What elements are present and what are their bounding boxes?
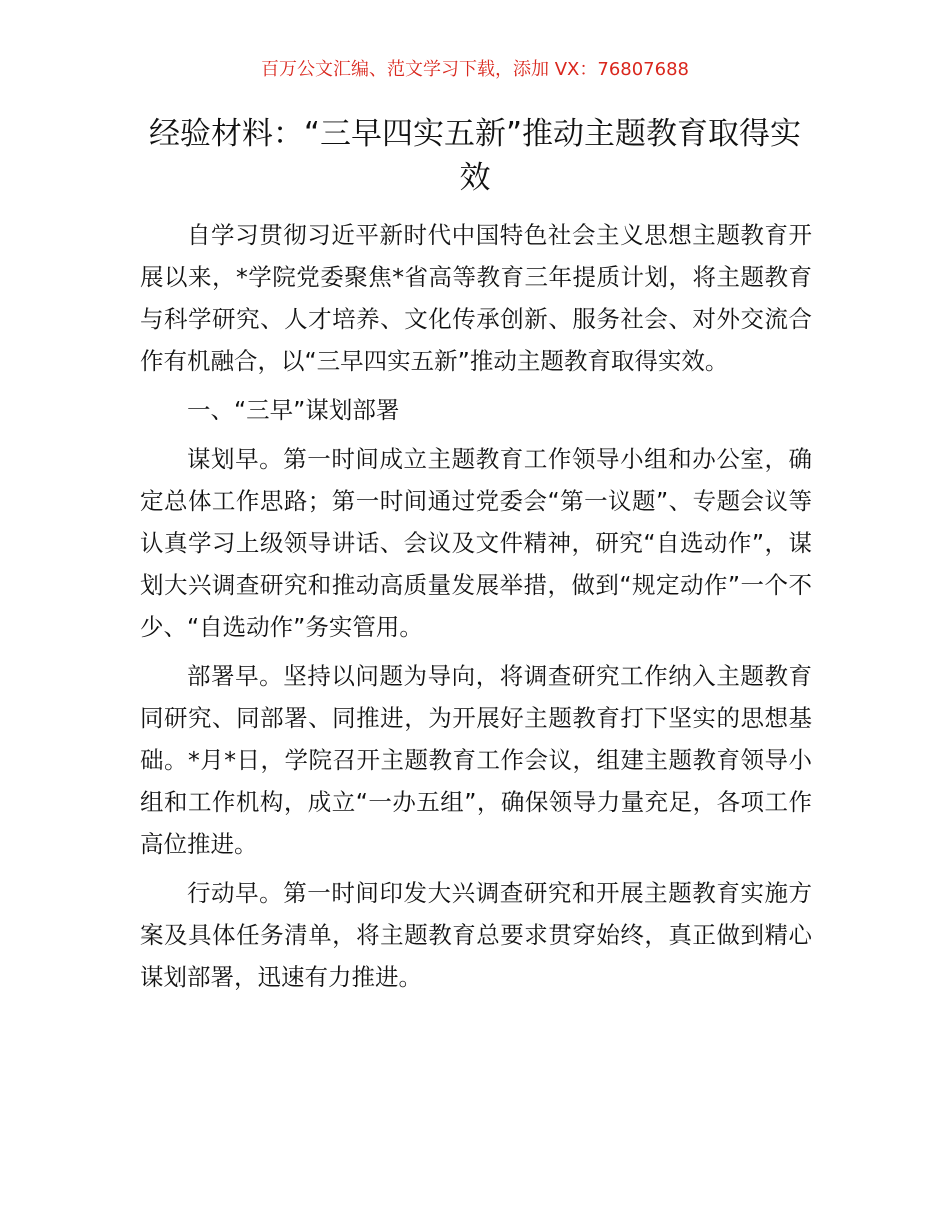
page-title: 经验材料：“三早四实五新”推动主题教育取得实效 xyxy=(148,116,802,196)
watermark-header: 百万公文汇编、范文学习下载，添加 VX：76807688 xyxy=(261,59,689,80)
section-heading: 一、“三早”谋划部署 xyxy=(187,396,400,424)
paragraph-planning: 谋划早。第一时间成立主题教育工作领导小组和办公室，确定总体工作思路；第一时间通过党委会“第一议题”、专题会议等认真学习上级领导讲话、会议及文件精神，研究“自选动作”，谋划大兴调查研究和推动高质量发展举措，做到“规定动作”一个不少、“自选动作”务实管用。 xyxy=(140,445,812,641)
document-body xyxy=(140,214,812,1005)
intro-paragraph: 自学习贯彻习近平新时代中国特色社会主义思想主题教育开展以来，*学院党委聚焦*省高等教育三年提质计划，将主题教育与科学研究、人才培养、文化传承创新、服务社会、对外交流合作有机融合，以“三早四实五新”推动主题教育取得实效。 xyxy=(140,221,812,375)
paragraph-action: 行动早。第一时间印发大兴调查研究和开展主题教育实施方案及具体任务清单，将主题教育总要求贯穿始终，真正做到精心谋划部署，迅速有力推进。 xyxy=(140,879,812,991)
paragraph-deployment: 部署早。坚持以问题为导向，将调查研究工作纳入主题教育同研究、同部署、同推进，为开展好主题教育打下坚实的思想基础。*月*日，学院召开主题教育工作会议，组建主题教育领导小组和工作机构，成立“一办五组”，确保领导力量充足，各项工作高位推进。 xyxy=(140,662,812,858)
